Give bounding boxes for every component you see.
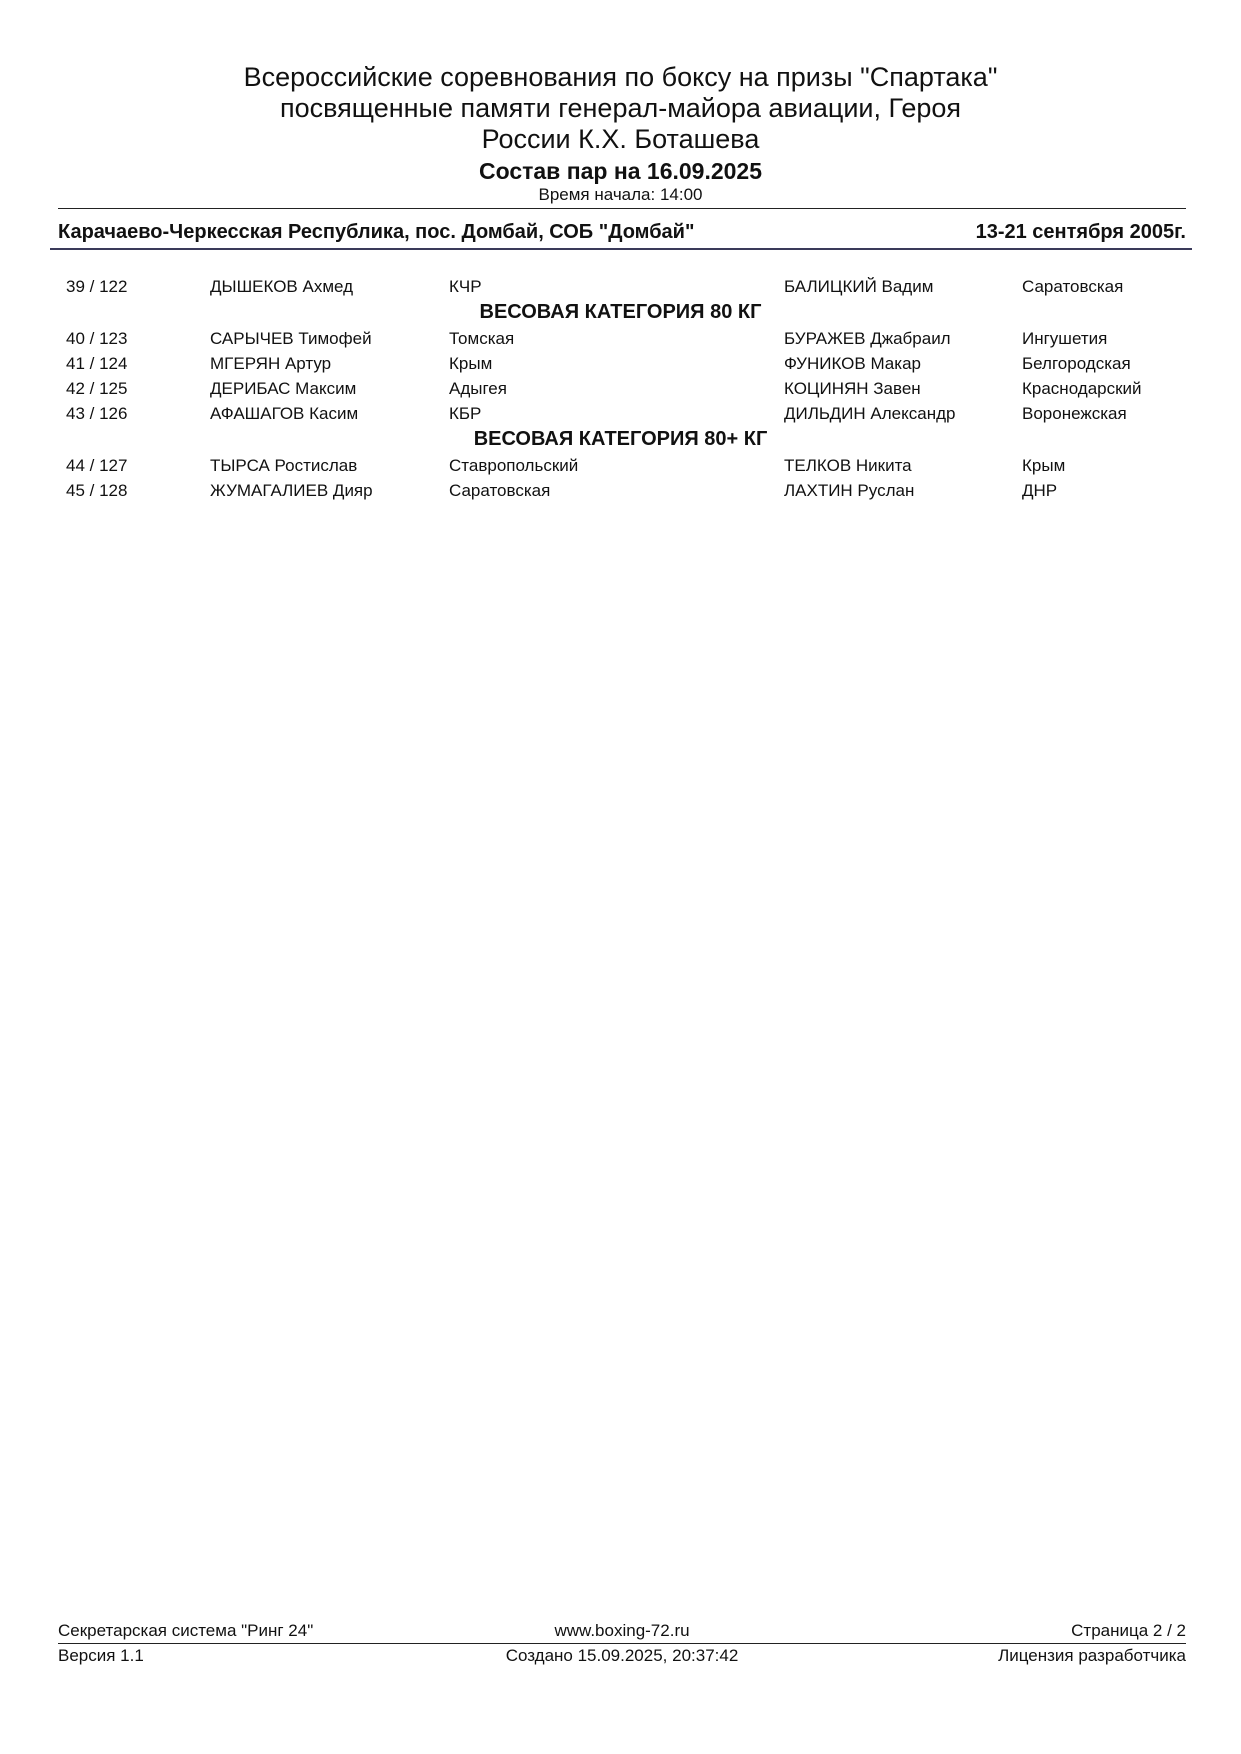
red-corner-boxer: АФАШАГОВ Касим xyxy=(210,404,359,423)
red-corner-region: КБР xyxy=(449,404,482,423)
blue-corner-boxer: БУРАЖЕВ Джабраил xyxy=(784,329,951,348)
red-corner-boxer: ДЫШЕКОВ Ахмед xyxy=(210,277,354,296)
blue-corner-boxer: КОЦИНЯН Завен xyxy=(784,379,921,398)
blue-corner-region: Крым xyxy=(1022,456,1066,475)
footer-top-line xyxy=(58,1620,1186,1642)
pair-row xyxy=(0,453,1241,478)
secretary-system-label: Секретарская система "Ринг 24" xyxy=(58,1621,314,1640)
blue-corner-region: ДНР xyxy=(1022,481,1058,500)
blue-corner-region: Саратовская xyxy=(1022,277,1124,296)
competition-title-line-2: посвященные памяти генерал-майора авиации, Героя xyxy=(280,93,961,123)
pairs-table xyxy=(0,274,1241,503)
start-time: Время начала: 14:00 xyxy=(538,185,703,204)
venue: Карачаево-Черкесская Республика, пос. Домбай, СОБ "Домбай" xyxy=(58,221,695,243)
footer-bottom-line xyxy=(58,1645,1186,1667)
red-corner-region: КЧР xyxy=(449,277,482,296)
pair-number: 39 / 122 xyxy=(66,277,128,296)
pair-number: 41 / 124 xyxy=(66,354,128,373)
blue-corner-boxer: ТЕЛКОВ Никита xyxy=(784,456,912,475)
red-corner-region: Саратовская xyxy=(449,481,551,500)
blue-corner-region: Краснодарский xyxy=(1022,379,1142,398)
competition-dates: 13-21 сентября 2005г. xyxy=(975,221,1186,243)
competition-title-line-3: России К.Х. Боташева xyxy=(481,124,760,154)
red-corner-boxer: МГЕРЯН Артур xyxy=(210,354,332,373)
red-corner-boxer: ЖУМАГАЛИЕВ Дияр xyxy=(210,481,373,500)
pair-row xyxy=(0,376,1241,401)
pair-row xyxy=(0,478,1241,503)
header-divider xyxy=(58,208,1186,209)
blue-corner-region: Воронежская xyxy=(1022,404,1127,423)
red-corner-region: Крым xyxy=(449,354,493,373)
competition-title-line-1: Всероссийские соревнования по боксу на призы "Спартака" xyxy=(243,62,998,92)
pair-number: 45 / 128 xyxy=(66,481,128,500)
blue-corner-boxer: ДИЛЬДИН Александр xyxy=(784,404,956,423)
red-corner-boxer: САРЫЧЕВ Тимофей xyxy=(210,329,372,348)
version-label: Версия 1.1 xyxy=(58,1646,144,1665)
created-timestamp: Создано 15.09.2025, 20:37:42 xyxy=(505,1646,739,1665)
red-corner-region: Томская xyxy=(449,329,515,348)
weight-category-heading: ВЕСОВАЯ КАТЕГОРИЯ 80 КГ xyxy=(479,301,762,323)
pair-number: 44 / 127 xyxy=(66,456,128,475)
blue-corner-boxer: БАЛИЦКИЙ Вадим xyxy=(784,277,934,296)
license-label: Лицензия разработчика xyxy=(998,1646,1186,1665)
pair-row xyxy=(0,326,1241,351)
document-header xyxy=(0,62,1241,205)
blue-corner-boxer: ФУНИКОВ Макар xyxy=(784,354,921,373)
red-corner-region: Ставропольский xyxy=(449,456,579,475)
location-divider xyxy=(50,248,1192,250)
blue-corner-boxer: ЛАХТИН Руслан xyxy=(784,481,915,500)
pairs-date-subtitle: Состав пар на 16.09.2025 xyxy=(478,158,763,184)
blue-corner-region: Ингушетия xyxy=(1022,329,1108,348)
red-corner-boxer: ТЫРСА Ростислав xyxy=(210,456,358,475)
pair-number: 40 / 123 xyxy=(66,329,128,348)
pair-row xyxy=(0,274,1241,299)
pair-number: 42 / 125 xyxy=(66,379,128,398)
pair-row xyxy=(0,401,1241,426)
page-indicator: Страница 2 / 2 xyxy=(1071,1621,1186,1640)
website-link[interactable]: www.boxing-72.ru xyxy=(554,1621,690,1640)
footer-divider xyxy=(58,1643,1186,1644)
location-bar xyxy=(58,221,1186,247)
pair-number: 43 / 126 xyxy=(66,404,128,423)
blue-corner-region: Белгородская xyxy=(1022,354,1131,373)
pair-row xyxy=(0,351,1241,376)
weight-category-heading: ВЕСОВАЯ КАТЕГОРИЯ 80+ КГ xyxy=(473,428,768,450)
red-corner-region: Адыгея xyxy=(449,379,507,398)
red-corner-boxer: ДЕРИБАС Максим xyxy=(210,379,357,398)
